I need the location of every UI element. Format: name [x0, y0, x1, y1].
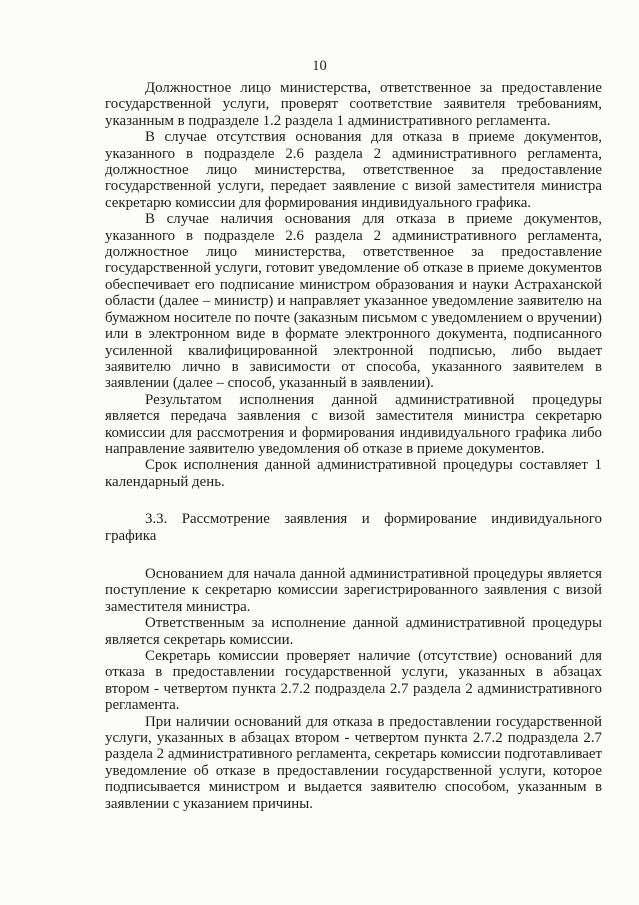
- paragraph: В случае наличия основания для отказа в приеме документов, указанного в подразделе 2.6 раздела 2 административного регламента, должностное лицо министерства, ответственное за предоставление государственной услуги, готовит уведомление об отказе в приеме документов обеспечивает его подписание министром образования и науки Астраханской области (далее – министр) и направляет указанное уведомление заявителю на бумажном носителе по почте (заказным письмом с уведомлением о вручении) или в электронном виде в формате электронного документа, подписанного усиленной квалифицированной электронной подписью, либо выдает заявителю лично в зависимости от способа, указанного заявителем в заявлении (далее – способ, указанный в заявлении).: [105, 211, 602, 392]
- paragraph: В случае отсутствия основания для отказа в приеме документов, указанного в подразделе 2.6 раздела 2 административного регламента, должностное лицо министерства, ответственное за предоставление государственной услуги, передает заявление с визой заместителя министра секретарю комиссии для формирования индивидуального графика.: [105, 129, 602, 211]
- paragraph: Ответственным за исполнение данной административной процедуры является секретарь комиссии.: [105, 615, 602, 648]
- paragraph: Основанием для начала данной административной процедуры является поступление к секретарю комиссии зарегистрированного заявления с визой заместителя министра.: [105, 565, 602, 615]
- spacer: [105, 490, 602, 511]
- spacer: [105, 544, 602, 566]
- page-number: 10: [312, 58, 327, 74]
- document-body: [105, 80, 602, 812]
- paragraph: Должностное лицо министерства, ответственное за предоставление государственной услуги, проверят соответствие заявителя требованиям, указанным в подразделе 1.2 раздела 1 административного регламента.: [105, 80, 602, 129]
- paragraph: Результатом исполнения данной административной процедуры является передача заявления с визой заместителя министра секретарю комиссии для рассмотрения и формирования индивидуального графика либо направление заявителю уведомления об отказе в приеме документов.: [105, 391, 602, 457]
- paragraph: При наличии оснований для отказа в предоставлении государственной услуги, указанных в абзацах втором - четвертом пункта 2.7.2 подраздела 2.7 раздела 2 административного регламента, секретарь комиссии подготавливает уведомление об отказе в предоставлении государственной услуги, которое подписывается министром и выдается заявителю способом, указанным в заявлении с указанием причины.: [105, 713, 602, 812]
- paragraph: Секретарь комиссии проверяет наличие (отсутствие) оснований для отказа в предоставлении государственной услуги, указанных в абзацах втором - четвертом пункта 2.7.2 подраздела 2.7 раздела 2 административного регламента.: [105, 648, 602, 714]
- section-heading: 3.3. Рассмотрение заявления и формирование индивидуального графика: [105, 511, 602, 544]
- paragraph: Срок исполнения данной административной процедуры составляет 1 календарный день.: [105, 457, 602, 490]
